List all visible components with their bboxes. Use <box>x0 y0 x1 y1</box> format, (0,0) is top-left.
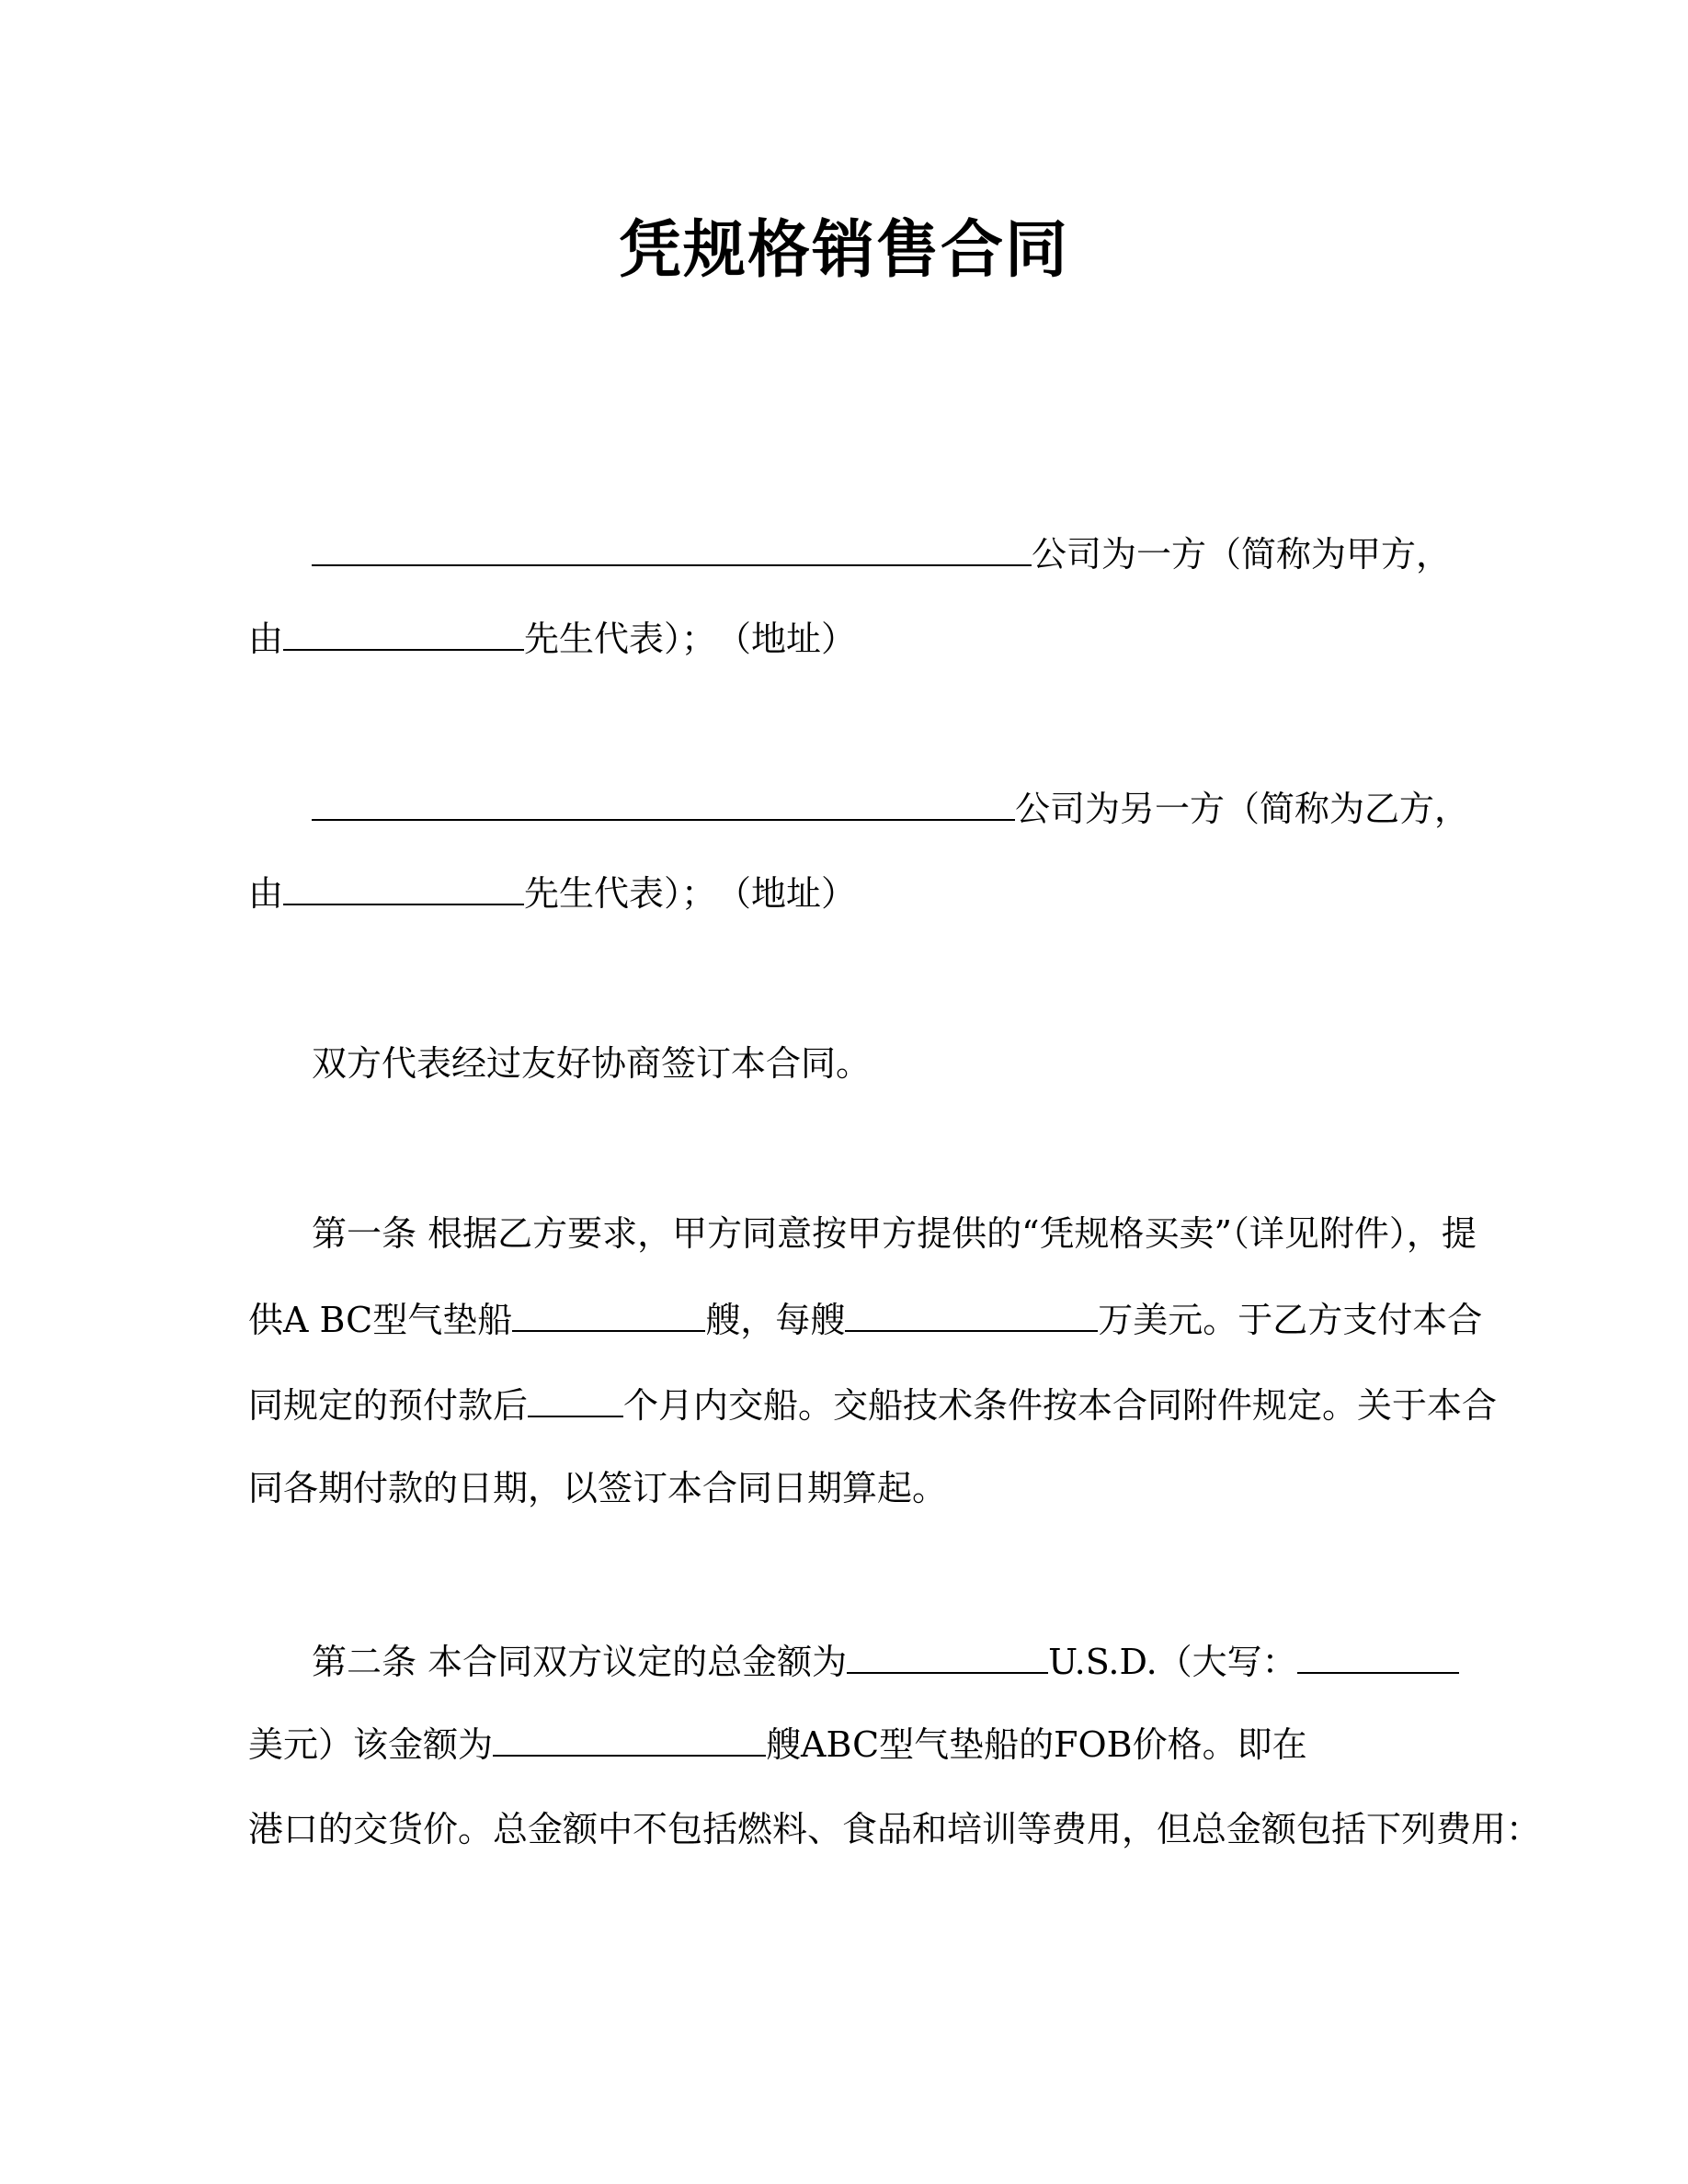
text: 公司为一方（简称为甲方， <box>1032 534 1452 574</box>
text: 同规定的预付款后 <box>248 1385 529 1426</box>
document-title: 凭规格销售合同 <box>618 214 1069 287</box>
party-a-line2 <box>248 616 856 661</box>
article2-line2 <box>248 1722 1307 1767</box>
text: 第二条 本合同双方议定的总金额为 <box>312 1642 848 1682</box>
vessel-count-blank[interactable] <box>493 1722 766 1757</box>
party-b-line1 <box>312 786 1469 831</box>
intro-paragraph: 双方代表经过友好协商签订本合同。 <box>312 1043 872 1084</box>
unit-price-blank[interactable] <box>845 1297 1098 1332</box>
article1-line1: 第一条 根据乙方要求，甲方同意按甲方提供的“凭规格买卖”（详见附件），提 <box>312 1213 1477 1254</box>
text: 万美元。于乙方支付本合 <box>1098 1300 1483 1340</box>
party-b-line2 <box>248 870 856 916</box>
text: 供A BC型气垫船 <box>248 1300 513 1340</box>
delivery-months-blank[interactable] <box>528 1382 623 1417</box>
party-a-company-blank[interactable] <box>312 531 1032 566</box>
article2-line3: 港口的交货价。总金额中不包括燃料、食品和培训等费用，但总金额包括下列费用： <box>248 1809 1542 1849</box>
article2-line1 <box>312 1639 1459 1684</box>
party-b-company-blank[interactable] <box>312 786 1015 821</box>
article1-line3 <box>248 1382 1497 1428</box>
text: 由 <box>248 873 284 914</box>
text: 由 <box>248 619 284 659</box>
party-a-representative-blank[interactable] <box>283 616 524 651</box>
text: 美元）该金额为 <box>248 1724 494 1765</box>
article1-line2 <box>248 1297 1482 1342</box>
text: U.S.D.（大写： <box>1048 1642 1297 1682</box>
amount-in-words-blank[interactable] <box>1297 1639 1459 1674</box>
party-a-line1 <box>312 531 1451 576</box>
quantity-blank[interactable] <box>512 1297 705 1332</box>
party-b-representative-blank[interactable] <box>283 870 524 905</box>
text: 个月内交船。交船技术条件按本合同附件规定。关于本合 <box>623 1385 1498 1426</box>
text: 艘ABC型气垫船的FOB价格。即在 <box>766 1724 1307 1765</box>
text: 公司为另一方（简称为乙方， <box>1015 789 1470 829</box>
total-amount-blank[interactable] <box>847 1639 1048 1674</box>
article1-line4: 同各期付款的日期，以签订本合同日期算起。 <box>248 1468 948 1508</box>
text: 先生代表）； （地址） <box>524 873 857 914</box>
text: 先生代表）； （地址） <box>524 619 857 659</box>
text: 艘，每艘 <box>705 1300 846 1340</box>
